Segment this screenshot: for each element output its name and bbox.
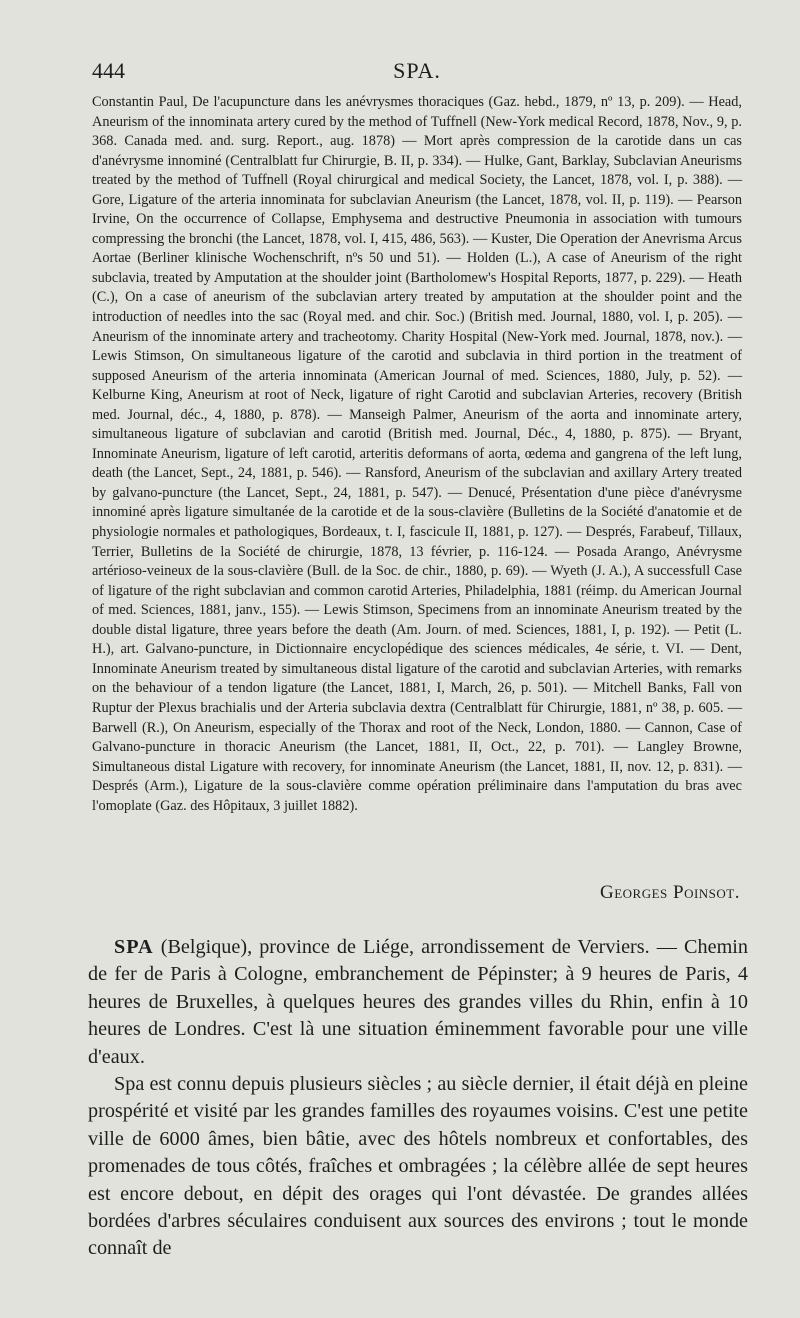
- page-number: 444: [92, 58, 125, 83]
- paragraph-1-text: (Belgique), province de Liége, arrondissement de Verviers. — Chemin de fer de Paris à Cologne, embranchement de Pépinster; à 9 heures de Paris, 4 heures de Bruxelles, à quelques heures des grandes villes du Rhin, enfin à 10 heures de Londres. C'est là une situation éminemment favorable pour une ville d'eaux.: [88, 936, 748, 1068]
- author-signature: Georges Poinsot.: [599, 882, 740, 903]
- running-title: SPA.: [393, 58, 441, 83]
- bibliography-block: [92, 93, 742, 816]
- article-paragraph-2: Spa est connu depuis plusieurs siècles ; au siècle dernier, il était déjà en pleine prospérité et visité par les grandes familles des royaumes voisins. C'est une petite ville de 6000 âmes, bien bâtie, avec des hôtels nombreux et confortables, des promenades de tous côtés, fraîches et ombragées ; la célèbre allée de sept heures est encore debout, en dépit des orages qui l'ont dévastée. De grandes allées bordées d'arbres séculaires conduisent aux sources des environs ; tout le monde connaît de: [88, 1073, 748, 1260]
- headword: SPA: [114, 936, 154, 958]
- bibliography-text: Constantin Paul, De l'acupuncture dans les anévrysmes thoraciques (Gaz. hebd., 1879, nº 13, p. 209). — Head, Aneurism of the innominata artery cured by the method of Tuffnell (New-York medical Record, 1878, Nov., 9, p. 368. Canada med. and. surg. Report., aug. 1878) — Mort après compression de la carotide dans un cas d'anévrysme innominé (Centralblatt fur Chirurgie, B. II, p. 334). — Hulke, Gant, Barklay, Subclavian Aneurisms treated by the method of Tuffnell (Royal chirurgical and medical Society, the Lancet, 1878, vol. I, p. 388). — Gore, Ligature of the arteria innominata for subclavian Aneurism (the Lancet, 1878, vol. II, p. 119). — Pearson Irvine, On the occurrence of Collapse, Emphysema and destructive Pneumonia in association with tumours compressing the bronchi (the Lancet, 1878, vol. I, 415, 486, 563). — Kuster, Die Operation der Anevrisma Arcus Aortae (Berliner klinische Wochenschrift, nºs 50 und 51). — Holden (L.), A case of Aneurism of the right subclavia, treated by Amputation at the shoulder joint (Bartholomew's Hospital Reports, 1877, p. 229). — Heath (C.), On a case of aneurism of the subclavian artery treated by amputation at the shoulder point and the introduction of needles into the sac (Royal med. and chir. Soc.) (British med. Journal, 1880, vol. I, p. 205). — Aneurism of the innominate artery and tracheotomy. Charity Hospital (New-York med. Journal, 1878, nov.). — Lewis Stimson, On simultaneous ligature of the carotid and subclavia in third portion in the treatment of supposed Aneurism of the arteria innominata (American Journal of med. Sciences, 1880, July, p. 52). — Kelburne King, Aneurism at root of Neck, ligature of right Carotid and subclavian Arteries, recovery (British med. Journal, déc., 4, 1880, p. 878). — Manseigh Palmer, Aneurism of the aorta and innominate artery, simultaneous ligature of subclavian and carotid (British med. Journal, Déc., 4, 1880, p. 875). — Bryant, Innominate Aneurism, ligature of left carotid, arteritis deformans of aorta, œdema and gangrena of the left lung, death (the Lancet, Sept., 24, 1881, p. 546). — Ransford, Aneurism of the subclavian and axillary Artery treated by galvano-puncture (the Lancet, Sept., 24, 1881, p. 547). — Denucé, Présentation d'une pièce d'anévrysme innominé après ligature simultanée de la carotide et de la sous-clavière (Bulletins de la Société d'anatomie et de physiologie normales et pathologiques, Bordeaux, t. I, fascicule II, 1881, p. 127). — Després, Farabeuf, Tillaux, Terrier, Bulletins de la Société de chirurgie, 1878, 13 février, p. 116-124. — Posada Arango, Anévrysme artérioso-veineux de la sous-clavière (Bull. de la Soc. de chir., 1880, p. 69). — Wyeth (J. A.), A successfull Case of ligature of the right subclavian and common carotid Arteries, Philadelphia, 1881 (réimp. du American Journal of med. Sciences, 1881, janv., 155). — Lewis Stimson, Specimens from an innominate Aneurism treated by the double distal ligature, three years before the death (Am. Journ. of med. Sciences, 1881, I, p. 192). — Petit (L. H.), art. Galvano-puncture, in Dictionnaire encyclopédique des sciences médicales, 4e série, t. VI. — Dent, Innominate Aneurism treated by simultaneous distal ligature of the carotid and subclavian Arteries, with remarks on the behaviour of a tendon ligature (the Lancet, 1881, I, March, 26, p. 501). — Mitchell Banks, Fall von Ruptur der Plexus brachialis und der Arteria subclavia dextra (Centralblatt für Chirurgie, 1881, nº 38, p. 605. — Barwell (R.), On Aneurism, especially of the Thorax and root of the Neck, London, 1880. — Cannon, Case of Galvano-puncture in thoracic Aneurism (the Lancet, 1881, II, Oct., 22, p. 701). — Langley Browne, Simultaneous distal Ligature with recovery, for innominate Aneurism (the Lancet, 1881, II, nov. 12, p. 831). — Després (Arm.), Ligature de la sous-clavière comme opération préliminaire dans l'amputation du bras avec l'omoplate (Gaz. des Hôpitaux, 3 juillet 1882).: [92, 94, 742, 814]
- article-paragraph-1: [88, 934, 748, 1071]
- running-head: [92, 58, 742, 88]
- article-spa: [88, 934, 748, 1263]
